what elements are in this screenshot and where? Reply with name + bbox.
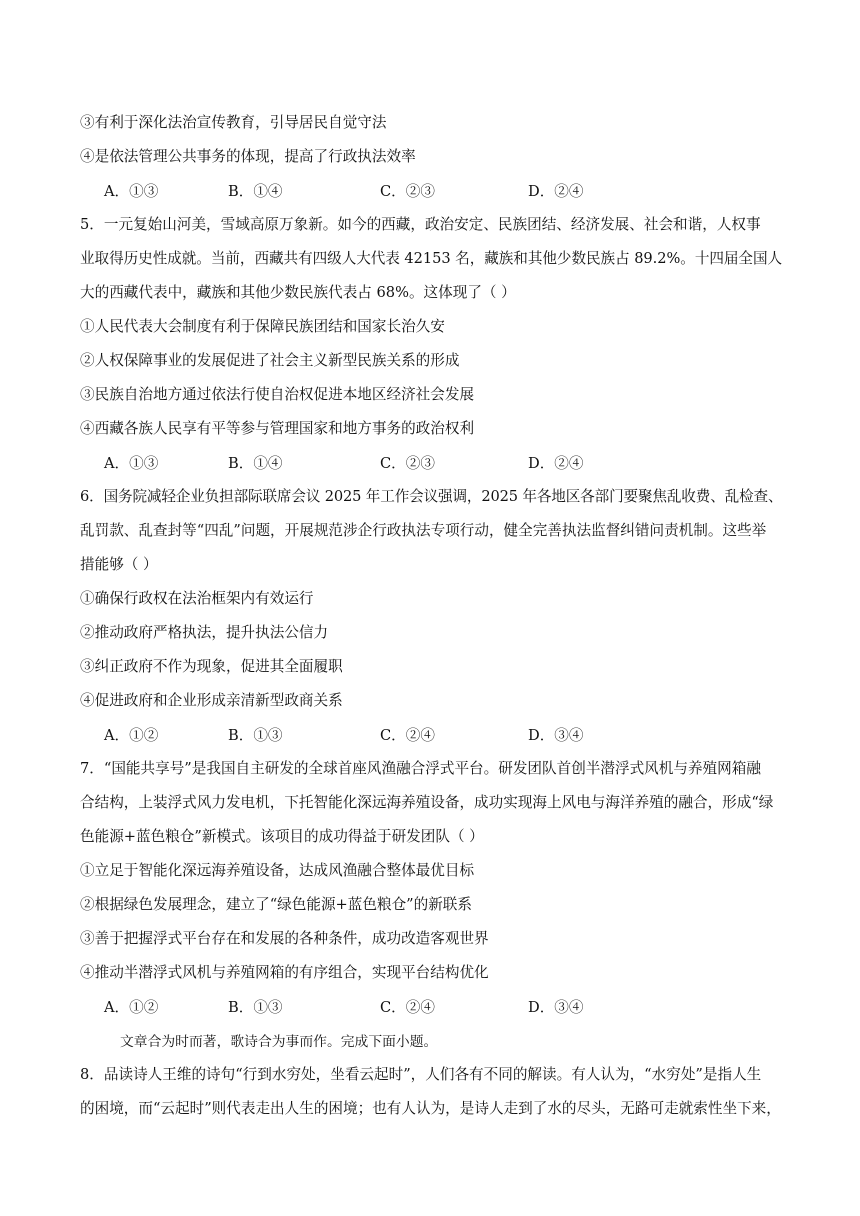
- q6-stem-line-1: 6．国务院减轻企业负担部际联席会议 2025 年工作会议强调，2025 年各地区各部门要聚焦乱收费、乱检查、: [80, 488, 783, 505]
- q4-option-d[interactable]: D．②④: [528, 183, 584, 200]
- q5-item-2: ②人权保障事业的发展促进了社会主义新型民族关系的形成: [80, 352, 460, 369]
- q6-item-4: ④促进政府和企业形成亲清新型政商关系: [80, 692, 343, 709]
- q4-option-a[interactable]: A．①③: [104, 183, 159, 200]
- q7-option-d[interactable]: D．③④: [528, 999, 584, 1016]
- q5-option-b[interactable]: B．①④: [228, 455, 283, 472]
- q6-option-c[interactable]: C．②④: [380, 727, 435, 744]
- q5-stem-line-3: 大的西藏代表中，藏族和其他少数民族代表占 68%。这体现了（ ）: [80, 284, 516, 301]
- q4-options: [104, 180, 664, 204]
- q7-option-b[interactable]: B．①③: [228, 999, 283, 1016]
- q8-stem-line-1: 8．品读诗人王维的诗句“行到水穷处，坐看云起时”，人们各有不同的解读。有人认为，“水穷处”是指人生: [80, 1066, 762, 1083]
- q6-item-3: ③纠正政府不作为现象，促进其全面履职: [80, 658, 343, 675]
- q5-item-4: ④西藏各族人民享有平等参与管理国家和地方事务的政治权利: [80, 420, 475, 437]
- q8-stem-line-2: 的困境，而“云起时”则代表走出人生的困境；也有人认为，是诗人走到了水的尽头，无路可走就索性坐下来，: [80, 1100, 781, 1117]
- q4-item-4: ④是依法管理公共事务的体现，提高了行政执法效率: [80, 148, 416, 165]
- q6-option-b[interactable]: B．①③: [228, 727, 283, 744]
- q7-stem-line-3: 色能源+蓝色粮仓”新模式。该项目的成功得益于研发团队（ ）: [80, 828, 484, 845]
- q4-option-c[interactable]: C．②③: [380, 183, 435, 200]
- q6-option-a[interactable]: A．①②: [104, 727, 159, 744]
- q7-options: [104, 996, 664, 1020]
- q6-options: [104, 724, 664, 748]
- q7-item-1: ①立足于智能化深远海养殖设备，达成风渔融合整体最优目标: [80, 862, 475, 879]
- q5-option-d[interactable]: D．②④: [528, 455, 584, 472]
- q7-item-2: ②根据绿色发展理念，建立了“绿色能源+蓝色粮仓”的新联系: [80, 896, 472, 913]
- q5-stem-line-1: 5．一元复始山河美，雪域高原万象新。如今的西藏，政治安定、民族团结、经济发展、社会和谐，人权事: [80, 216, 761, 233]
- q6-stem-line-3: 措能够（ ）: [80, 556, 158, 573]
- q7-item-3: ③善于把握浮式平台存在和发展的各种条件，成功改造客观世界: [80, 930, 489, 947]
- q5-option-a[interactable]: A．①③: [104, 455, 159, 472]
- q7-item-4: ④推动半潜浮式风机与养殖网箱的有序组合，实现平台结构优化: [80, 964, 489, 981]
- q7-option-a[interactable]: A．①②: [104, 999, 159, 1016]
- q6-item-1: ①确保行政权在法治框架内有效运行: [80, 590, 314, 607]
- q6-stem-line-2: 乱罚款、乱查封等“四乱”问题，开展规范涉企行政执法专项行动，健全完善执法监督纠错问责机制。这些举: [80, 522, 767, 539]
- q4-item-3: ③有利于深化法治宣传教育，引导居民自觉守法: [80, 114, 387, 131]
- q5-stem-line-2: 业取得历史性成就。当前，西藏共有四级人大代表 42153 名，藏族和其他少数民族占 89.2%。十四届全国人: [80, 250, 783, 267]
- q4-option-b[interactable]: B．①④: [228, 183, 283, 200]
- q5-option-c[interactable]: C．②③: [380, 455, 435, 472]
- q5-options: [104, 452, 664, 476]
- q6-item-2: ②推动政府严格执法，提升执法公信力: [80, 624, 329, 641]
- q6-option-d[interactable]: D．③④: [528, 727, 584, 744]
- q5-item-3: ③民族自治地方通过依法行使自治权促进本地区经济社会发展: [80, 386, 475, 403]
- section-intro: 文章合为时而著，歌诗合为事而作。完成下面小题。: [120, 1034, 438, 1050]
- q7-stem-line-2: 合结构，上装浮式风力发电机，下托智能化深远海养殖设备，成功实现海上风电与海洋养殖的融合，形成“绿: [80, 794, 774, 811]
- q5-item-1: ①人民代表大会制度有利于保障民族团结和国家长治久安: [80, 318, 445, 335]
- q7-option-c[interactable]: C．②④: [380, 999, 435, 1016]
- q7-stem-line-1: 7．“国能共享号”是我国自主研发的全球首座风渔融合浮式平台。研发团队首创半潜浮式风机与养殖网箱融: [80, 760, 761, 777]
